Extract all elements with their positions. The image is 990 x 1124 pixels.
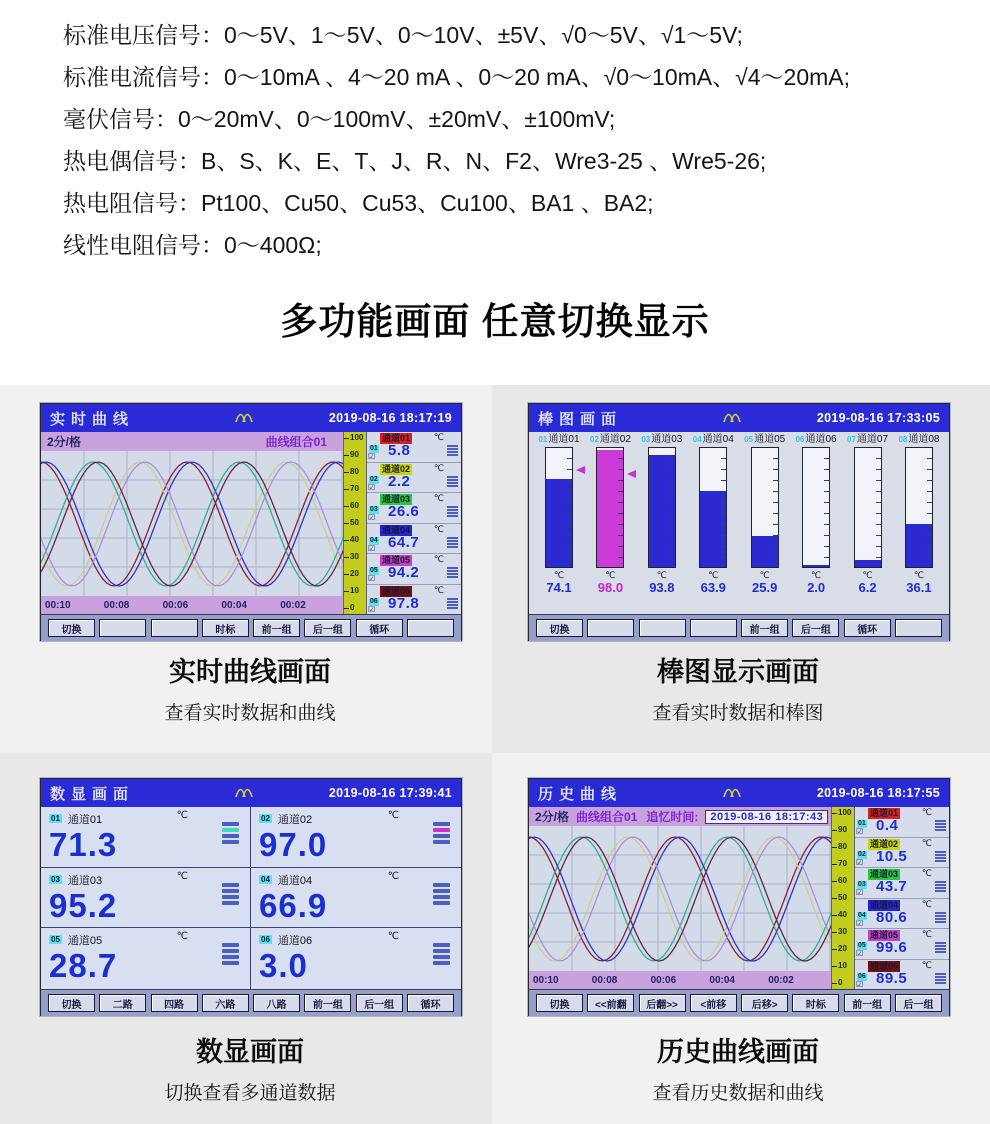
datetime-label: 2019-08-16 18:17:19 [328,411,452,425]
screen-button[interactable]: 六路 [202,994,249,1012]
channel-row [367,585,461,615]
bar-ticks [876,448,881,567]
channel-row [367,463,461,494]
screen-button[interactable]: 八路 [253,994,300,1012]
checkbox-icon[interactable]: ☑ [856,949,864,958]
unit-label: ℃ [433,584,444,595]
digital-cell [41,928,251,989]
y-scale [832,807,855,989]
scale-tick: 20 [832,945,854,953]
bar-gauge [699,447,727,568]
time-axis [41,596,343,614]
caption-subtitle: 切换查看多通道数据 [164,1083,336,1104]
curve-subbar [41,432,343,451]
unit-label: ℃ [921,868,932,878]
channel-value: 93.8 [649,580,675,595]
screen-button-blank[interactable] [690,619,737,637]
unit-label: ℃ [176,931,188,943]
screen-history-curve [528,778,950,1016]
scale-tick: 30 [344,553,366,561]
screen-digital [40,778,462,1016]
screen-button[interactable]: 切换 [536,994,583,1012]
digital-cell [41,807,251,868]
unit-label: ℃ [921,837,932,848]
cell-header [259,871,453,889]
caption-title: 数显画面 [196,1037,304,1067]
channel-number: 04 [261,874,270,884]
scale-tick: 0 [832,979,854,987]
level-indicator-icon [447,598,458,609]
bar-ticks [927,448,932,567]
screen-button[interactable]: 循环 [844,619,891,637]
screen-button[interactable]: 前一组 [304,994,351,1012]
channel-name: 通道04 [277,874,313,887]
channel-row [855,929,949,960]
caption-subtitle: 查看实时数据和棒图 [652,703,824,724]
screen-button[interactable]: 切换 [48,619,95,637]
screen-button[interactable]: 后一组 [304,619,351,637]
time-label: 00:08 [103,599,130,611]
scale-tick: 60 [832,877,854,885]
interval-label: 2分/格 [535,810,570,824]
level-indicator-icon [433,822,450,844]
signal-spec-list [63,14,850,266]
channel-name-chip: 通道06 [870,960,899,971]
screen-realtime-curve [40,403,462,641]
spec-line: 标准电压信号：0～5V、1～5V、0～10V、±5V、√0～5V、√1～5V; [63,22,743,48]
channel-name: 通道02 [277,814,313,826]
caption-title: 棒图显示画面 [657,657,819,687]
channel-value: 74.1 [546,580,572,595]
channel-value: 2.2 [388,472,411,490]
channel-value: 64.7 [388,533,420,551]
channel-name-chip: 通道02 [382,463,411,474]
unit-label: ℃ [433,554,444,564]
channel-number: 02 [261,814,270,823]
channel-number: 02 [370,475,378,483]
spec-line: 热电阻信号：Pt100、Cu50、Cu53、Cu100、BA1 、BA2; [63,190,654,216]
channel-name: 通道01 [67,814,103,826]
bar-column [741,433,789,614]
button-bar [529,614,949,641]
channel-row [855,868,949,899]
bar-column [792,433,840,614]
channel-value: 36.1 [906,580,932,595]
screen-button[interactable]: 二路 [99,994,146,1012]
bar-ticks [567,448,572,567]
button-bar [41,989,461,1016]
bar-gauge [802,447,830,568]
channel-row [367,554,461,585]
brand-logo-icon [234,786,258,799]
bar-channel-label: 08通道08 [898,434,940,445]
time-label: 00:06 [650,974,677,986]
channel-value: 98.0 [597,580,624,595]
cell-header [49,871,242,889]
channel-number: 01 [858,820,866,827]
level-indicator-icon [935,912,946,923]
channel-value: 99.6 [876,939,908,956]
unit-label: ℃ [387,810,399,821]
spec-line: 热电偶信号：B、S、K、E、T、J、R、N、F2、Wre3-25 、Wre5-26; [63,148,767,174]
channel-value: 95.2 [49,886,118,924]
checkbox-icon[interactable]: ☑ [368,482,376,492]
channel-name: 通道03 [67,874,103,887]
unit-label: ℃ [176,870,188,882]
level-indicator-icon [222,943,239,965]
bar-channel-label: 01通道01 [538,434,580,445]
button-bar [529,989,949,1016]
checkbox-icon[interactable]: ☑ [368,604,376,614]
unit-label: ℃ [656,570,667,580]
scale-tick: 70 [832,860,854,868]
caption-subtitle: 查看历史数据和曲线 [652,1083,824,1104]
bar-ticks [618,448,623,567]
bar-gauge [648,447,676,568]
time-label: 00:10 [533,974,559,986]
scale-tick: 50 [344,519,366,527]
scale-tick: 10 [344,587,366,595]
time-label: 00:02 [768,974,794,986]
scale-tick: 30 [832,928,854,936]
bar-ticks [670,448,675,567]
level-indicator-icon [447,537,458,548]
caption-title: 历史曲线画面 [657,1037,819,1067]
channel-value: 89.5 [876,969,908,987]
time-label: 00:02 [280,599,306,611]
bar-column [844,433,892,614]
channel-name-chip: 通道01 [382,433,411,443]
screen-button[interactable]: 切换 [536,619,583,637]
screen-button[interactable]: 循环 [356,619,403,637]
channel-number: 04 [370,536,378,544]
unit-label: ℃ [759,570,770,580]
channel-row [367,493,461,524]
screen-button[interactable]: 时标 [202,619,249,637]
level-indicator-icon [935,973,946,984]
unit-label: ℃ [433,523,444,534]
alarm-marker-icon [627,470,636,478]
scale-tick: 70 [344,485,366,493]
checkbox-icon[interactable]: ☑ [856,918,864,928]
spec-line: 标准电流信号：0～10mA 、4～20 mA 、0～20 mA、√0～10mA、√4～20mA; [63,64,851,90]
scale-tick: 100 [832,809,854,817]
checkbox-icon[interactable]: ☑ [368,452,376,461]
channel-value: 63.9 [700,580,726,595]
scale-tick: 90 [344,451,366,459]
channel-list [855,807,949,989]
checkbox-icon[interactable]: ☑ [856,979,864,989]
channel-number: 05 [51,935,60,945]
channel-name-chip: 通道05 [382,555,411,565]
bar-gauge [751,447,779,568]
bar-column [535,433,583,614]
curve-group-label: 曲线组合01 [576,810,638,824]
screen-title: 历史曲线 [538,785,623,803]
curve-subbar [529,807,831,826]
screen-button[interactable]: 循环 [407,994,454,1012]
channel-value: 26.6 [388,503,420,520]
scale-tick: 50 [832,894,854,902]
level-indicator-icon [447,506,458,517]
digital-cell [251,807,461,868]
channel-value: 5.8 [388,442,411,459]
channel-value: 6.2 [858,580,877,595]
channel-number: 03 [370,506,378,513]
level-indicator-icon [935,820,946,831]
screen-button[interactable]: 时标 [792,994,839,1012]
unit-label: ℃ [921,807,932,817]
channel-row [367,524,461,555]
screen-button-blank[interactable] [151,619,198,637]
channel-value: 2.0 [807,580,826,595]
bar-column [895,433,943,614]
channel-number: 01 [51,814,60,823]
channel-value: 97.8 [388,594,420,612]
level-indicator-icon [935,942,946,953]
channel-value: 0.4 [876,817,899,834]
level-indicator-icon [935,881,946,892]
screen-button[interactable]: <<前翻 [587,994,634,1012]
checkbox-icon[interactable]: ☑ [856,857,864,867]
spec-line: 毫伏信号：0～20mV、0～100mV、±20mV、±100mV; [63,106,616,132]
time-label: 00:08 [591,974,618,986]
screen-button-blank[interactable] [99,619,146,637]
channel-value: 28.7 [49,947,118,985]
datetime-label: 2019-08-16 18:17:55 [816,786,940,800]
channel-value: 43.7 [876,878,908,895]
channel-number: 06 [261,935,270,945]
bar-ticks [824,448,829,567]
scale-tick: 100 [344,434,366,442]
channel-row [367,432,461,463]
channel-name-chip: 通道01 [870,808,899,818]
unit-label: ℃ [433,432,444,442]
channel-number: 03 [51,874,60,884]
caption-bargraph [528,650,948,725]
unit-label: ℃ [708,570,719,580]
checkbox-icon[interactable]: ☑ [368,543,376,553]
channel-name-chip: 通道04 [870,899,899,910]
scale-tick: 80 [344,468,366,476]
spec-line: 线性电阻信号：0～400Ω; [63,232,322,258]
titlebar [529,779,949,807]
unit-label: ℃ [387,931,399,943]
screen-button[interactable]: 前一组 [253,619,300,637]
caption-realtime [40,650,460,725]
titlebar [529,404,949,432]
screen-button[interactable]: 切换 [48,994,95,1012]
channel-number: 06 [858,972,866,980]
bar-gauge [905,447,933,568]
channel-value: 71.3 [49,826,118,863]
screen-title: 数显画面 [50,785,135,803]
brand-logo-icon [234,411,258,424]
level-indicator-icon [222,822,239,844]
bar-gauge [854,447,882,568]
titlebar [41,404,461,432]
channel-number: 01 [370,445,378,452]
bar-channel-label: 07通道07 [847,434,889,445]
bar-channel-label: 04通道04 [692,434,734,445]
bar-channel-label: 03通道03 [641,434,683,445]
screen-title: 实时曲线 [50,410,135,428]
time-label: 00:06 [162,599,189,611]
bar-gauge [596,447,624,568]
scale-tick: 40 [832,911,854,919]
channel-value: 3.0 [259,947,308,985]
screen-button-blank[interactable] [639,619,686,637]
scale-tick: 90 [832,826,854,834]
bar-channel-label: 02通道02 [589,434,631,445]
channel-number: 02 [858,850,866,858]
channel-row [855,807,949,838]
channel-name-chip: 通道02 [870,838,899,849]
button-bar [41,614,461,641]
checkbox-icon[interactable]: ☑ [368,513,376,522]
screen-button-blank[interactable] [895,619,942,637]
y-scale [344,432,367,614]
channel-number: 03 [858,881,866,888]
screen-button-blank[interactable] [407,619,454,637]
screen-button[interactable]: 前一组 [844,994,891,1012]
channel-name-chip: 通道06 [382,585,411,596]
level-indicator-icon [447,445,458,456]
digital-cell [41,868,251,929]
time-label: 00:04 [709,974,735,986]
channel-name-chip: 通道04 [382,524,411,535]
unit-label: ℃ [921,929,932,939]
section-heading: 多功能画面 任意切换显示 [280,301,710,342]
checkbox-icon[interactable]: ☑ [368,574,376,583]
unit-label: ℃ [176,810,188,821]
caption-title: 实时曲线画面 [169,657,331,687]
bar-column [689,433,737,614]
channel-value: 97.0 [259,826,328,863]
checkbox-icon[interactable]: ☑ [856,888,864,897]
channel-name: 通道06 [277,935,313,948]
unit-label: ℃ [605,570,616,580]
digital-grid [41,807,461,989]
channel-name-chip: 通道05 [870,930,899,940]
bar-ticks [773,448,778,567]
screen-button[interactable]: 后移> [741,994,788,1012]
bar-channel-label: 05通道05 [744,434,786,445]
time-label: 00:04 [221,599,247,611]
channel-value: 94.2 [388,564,420,581]
screen-button[interactable]: 四路 [151,994,198,1012]
channel-value: 80.6 [876,908,908,926]
bar-column [638,433,686,614]
digital-cell [251,868,461,929]
channel-number: 06 [370,597,378,605]
unit-label: ℃ [913,570,924,580]
alarm-marker-icon [576,466,585,474]
unit-label: ℃ [553,570,565,580]
bar-ticks [721,448,726,567]
screen-button[interactable]: 后一组 [895,994,942,1012]
unit-label: ℃ [811,570,822,580]
titlebar [41,779,461,807]
bar-gauge [545,447,573,568]
scale-tick: 60 [344,502,366,510]
bar-channel-label: 06通道06 [795,434,837,445]
channel-row [855,960,949,990]
caption-digital [40,1030,460,1105]
level-indicator-icon [935,851,946,862]
history-chart [529,826,831,971]
screen-button[interactable]: <前移 [690,994,737,1012]
curve-group-label: 曲线组合01 [265,435,327,449]
bar-chart-area [529,432,949,614]
scale-tick: 20 [344,570,366,578]
screens-grid [0,385,990,1124]
datetime-label: 2019-08-16 17:39:41 [328,786,452,800]
channel-row [855,838,949,869]
level-indicator-icon [222,883,239,905]
digital-cell [251,928,461,989]
channel-row [855,899,949,930]
screen-button[interactable]: 后一组 [792,619,839,637]
scale-tick: 10 [832,962,854,970]
unit-label: ℃ [921,898,932,909]
scale-tick: 40 [344,536,366,544]
channel-number: 05 [858,942,866,949]
interval-label: 2分/格 [47,435,82,449]
unit-label: ℃ [433,462,444,473]
scale-tick: 80 [832,843,854,851]
channel-name-chip: 通道03 [870,869,899,879]
channel-value: 10.5 [876,847,908,865]
channel-value: 25.9 [752,580,778,595]
screen-bargraph [528,403,950,641]
channel-value: 66.9 [259,886,328,924]
channel-number: 04 [858,911,866,919]
caption-subtitle: 查看实时数据和曲线 [164,703,336,724]
brand-logo-icon [722,786,746,799]
checkbox-icon[interactable]: ☑ [856,827,864,836]
time-label: 00:10 [45,599,71,611]
level-indicator-icon [447,567,458,578]
bar-column [586,433,634,614]
channel-number: 05 [370,567,378,574]
channel-list [367,432,461,614]
recall-time-label: 追忆时间: [646,810,699,824]
scale-tick: 0 [344,604,366,612]
screen-button[interactable]: 后翻>> [639,994,686,1012]
unit-label: ℃ [862,570,873,580]
screen-title: 棒图画面 [538,410,623,428]
unit-label: ℃ [387,870,399,882]
level-indicator-icon [433,943,450,965]
caption-history [528,1030,948,1105]
datetime-label: 2019-08-16 17:33:05 [816,411,940,425]
brand-logo-icon [722,411,746,424]
screen-button[interactable]: 前一组 [741,619,788,637]
unit-label: ℃ [921,959,932,970]
level-indicator-icon [433,883,450,905]
level-indicator-icon [447,476,458,487]
time-axis [529,971,831,989]
unit-label: ℃ [433,493,444,503]
recall-time-value[interactable]: 2019-08-16 18:17:43 [705,810,828,824]
screen-button[interactable]: 后一组 [356,994,403,1012]
realtime-chart [41,451,343,596]
screen-button-blank[interactable] [587,619,634,637]
channel-name: 通道05 [67,935,103,948]
channel-name-chip: 通道03 [382,494,411,504]
